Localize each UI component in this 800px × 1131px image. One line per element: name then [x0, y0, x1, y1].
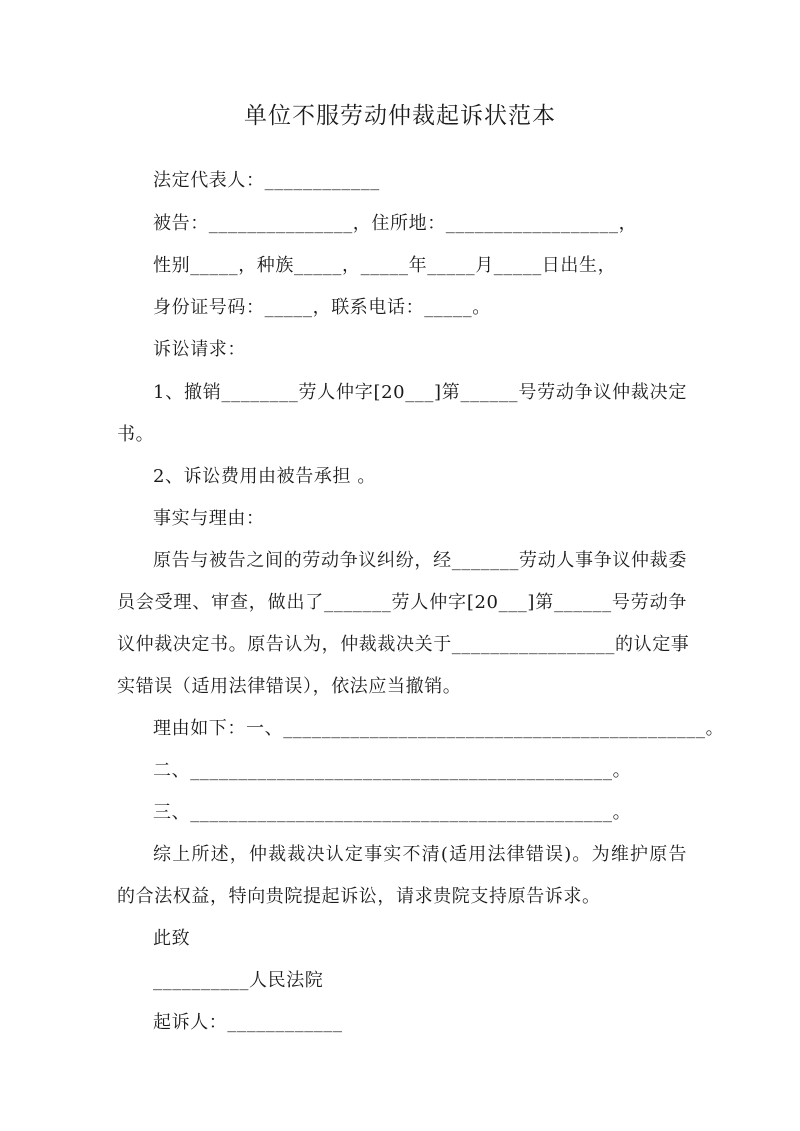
id-phone-line: 身份证号码：_____，联系电话：_____。 [153, 297, 491, 318]
defendant-line: 被告：_______________，住所地：__________________， [153, 213, 638, 234]
claim-1-line: 1、撤销________劳人仲字[20___]第______号劳动争议仲裁决定 [153, 382, 687, 403]
claim-1-continuation: 书。 [117, 424, 155, 445]
facts-heading: 事实与理由： [153, 508, 265, 529]
claims-heading: 诉讼请求： [153, 339, 246, 360]
conclusion-line-2: 的合法权益，特向贵院提起诉讼，请求贵院支持原告诉求。 [117, 886, 601, 907]
facts-paragraph-line-1: 原告与被告之间的劳动争议纠纷，经_______劳动人事争议仲裁委 [153, 550, 687, 571]
claim-2-line: 2、诉讼费用由被告承担 。 [153, 466, 376, 487]
facts-paragraph-line-2: 员会受理、审查，做出了_______劳人仲字[20___]第______号劳动争 [117, 592, 687, 613]
reason-2-line: 二、____________________________________________。 [153, 760, 632, 781]
plaintiff-signature-line: 起诉人：____________ [153, 1012, 343, 1033]
conclusion-line-1: 综上所述，仲裁裁决认定事实不清(适用法律错误)。为维护原告 [153, 844, 687, 865]
court-line: __________人民法院 [153, 970, 324, 991]
salutation: 此致 [153, 928, 191, 949]
reason-1-line: 理由如下：一、____________________________________________。 [153, 718, 725, 739]
document-title: 单位不服劳动仲裁起诉状范本 [244, 103, 556, 129]
facts-paragraph-line-4: 实错误（适用法律错误），依法应当撤销。 [117, 676, 462, 697]
gender-ethnicity-birth-line: 性别_____，种族_____，_____年_____月_____日出生， [153, 255, 617, 276]
reason-3-line: 三、____________________________________________。 [153, 802, 632, 823]
legal-representative-line: 法定代表人：____________ [153, 170, 380, 191]
facts-paragraph-line-3: 议仲裁决定书。原告认为，仲裁裁决关于_________________的认定事 [117, 634, 690, 655]
